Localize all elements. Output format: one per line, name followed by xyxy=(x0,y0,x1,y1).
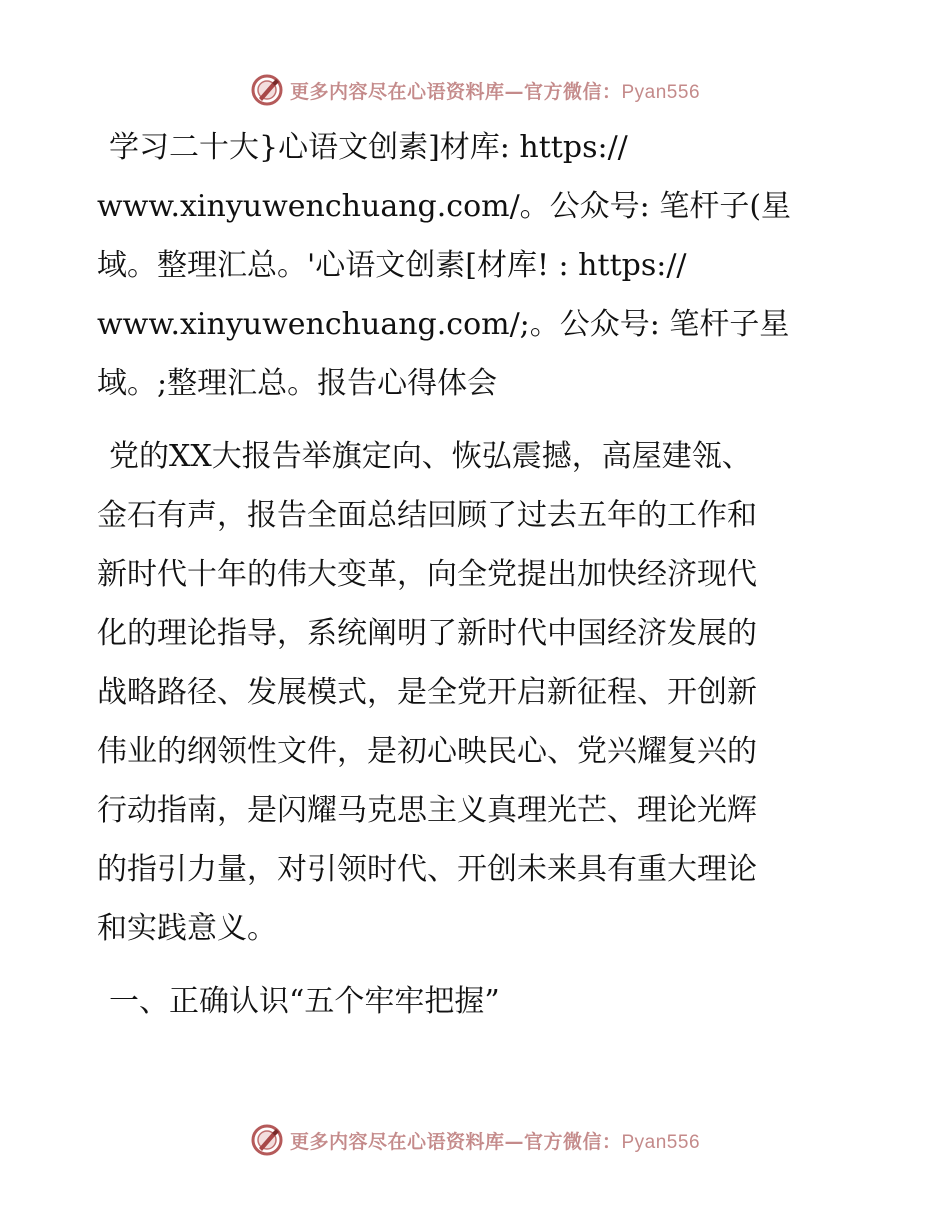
text-line: www.xinyuwenchuang.com/。公众号: 笔杆子(星 xyxy=(97,189,792,224)
document-body xyxy=(97,118,857,1031)
text-line: 和实践意义。 xyxy=(97,911,277,946)
heading-text: 一、正确认识“五个牢牢把握” xyxy=(109,984,500,1019)
text-line: 伟业的纲领性文件，是初心映民心、党兴耀复兴的 xyxy=(97,734,757,769)
section-heading xyxy=(97,972,857,1031)
intro-paragraph xyxy=(97,118,857,413)
text-line: 学习二十大}心语文创素]材库: https:// xyxy=(109,130,628,165)
text-line: 新时代十年的伟大变革，向全党提出加快经济现代 xyxy=(97,557,757,592)
text-line: 党的XX大报告举旗定向、恢弘震撼，高屋建瓴、 xyxy=(109,439,752,474)
wechat-id: Pyan556 xyxy=(621,1131,701,1153)
text-line: 战略路径、发展模式，是全党开启新征程、开创新 xyxy=(97,675,757,710)
watermark-text: 更多内容尽在心语资料库—官方微信：Pyan556 xyxy=(289,80,701,103)
text-line: 金石有声，报告全面总结回顾了过去五年的工作和 xyxy=(97,498,757,533)
text-line: www.xinyuwenchuang.com/;。公众号: 笔杆子星 xyxy=(97,307,790,342)
text-line: 行动指南，是闪耀马克思主义真理光芒、理论光辉 xyxy=(97,793,757,828)
pen-seal-logo-icon xyxy=(250,73,284,107)
text-line: 域。整理汇总。'心语文创素[材库! : https:// xyxy=(97,248,687,283)
header-watermark xyxy=(0,68,950,112)
text-line: 的指引力量，对引领时代、开创未来具有重大理论 xyxy=(97,852,757,887)
watermark-text: 更多内容尽在心语资料库—官方微信：Pyan556 xyxy=(289,1130,701,1153)
text-line: 域。;整理汇总。报告心得体会 xyxy=(97,366,498,401)
wechat-id: Pyan556 xyxy=(621,81,701,103)
body-paragraph xyxy=(97,427,857,958)
pen-seal-logo-icon xyxy=(250,1123,284,1157)
footer-watermark xyxy=(0,1118,950,1162)
text-line: 化的理论指导，系统阐明了新时代中国经济发展的 xyxy=(97,616,757,651)
